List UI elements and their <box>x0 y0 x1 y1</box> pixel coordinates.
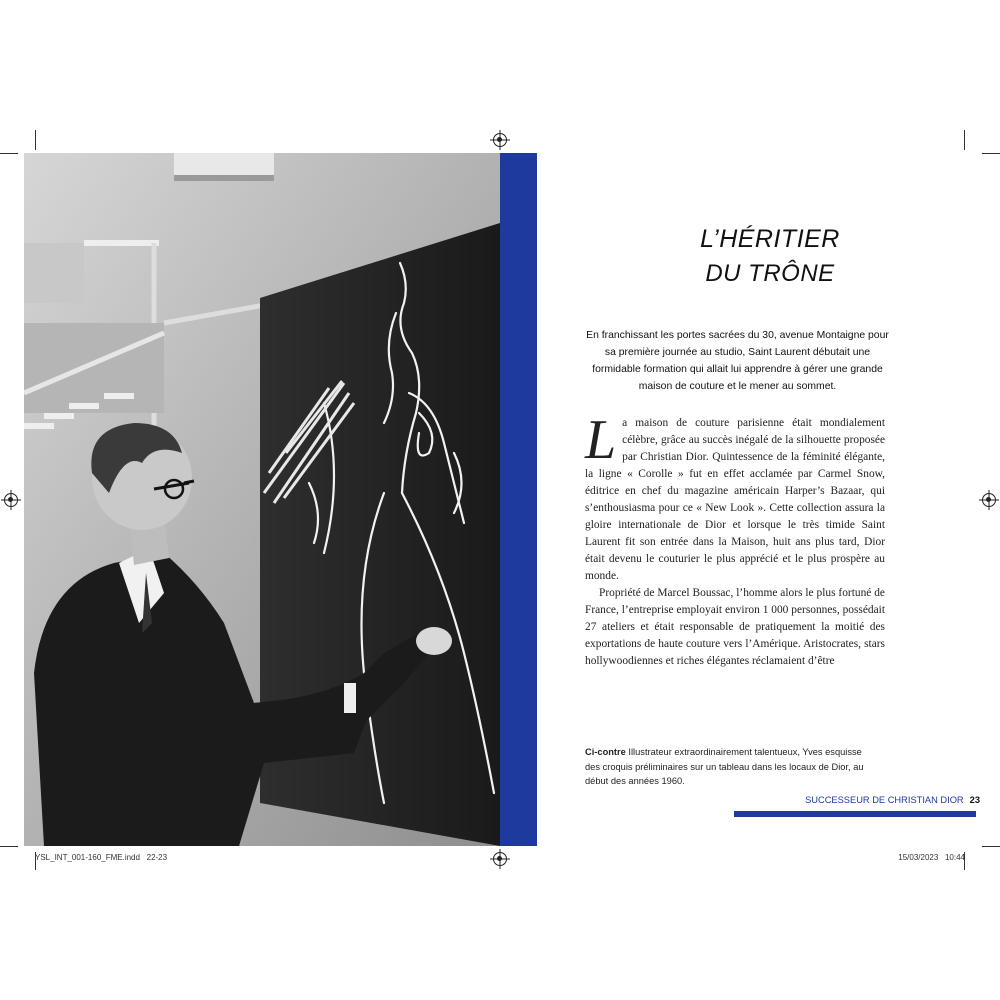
chapter-title-line2: DU TRÔNE <box>705 260 835 287</box>
caption-label: Ci-contre <box>585 747 626 757</box>
drop-cap: L <box>585 409 617 471</box>
running-head-text: SUCCESSEUR DE CHRISTIAN DIOR <box>805 795 964 805</box>
running-head-bar <box>734 811 976 817</box>
registration-mark-icon <box>982 493 996 507</box>
photo-caption <box>585 745 875 789</box>
chapter-title <box>560 225 980 288</box>
crop-mark <box>982 846 1000 847</box>
chapter-title-line1: L’HÉRITIER <box>700 225 840 253</box>
crop-mark <box>0 846 18 847</box>
crop-mark <box>35 130 36 150</box>
body-text <box>585 409 885 670</box>
blue-accent-band <box>500 153 537 846</box>
body-paragraph-1 <box>585 409 885 585</box>
crop-mark <box>982 153 1000 154</box>
running-head <box>740 795 980 805</box>
crop-mark <box>0 153 18 154</box>
slug-date-info: 15/03/2023 10:44 <box>898 853 965 862</box>
page-number: 23 <box>969 795 980 805</box>
registration-mark-icon <box>4 493 18 507</box>
body-paragraph-2: Propriété de Marcel Boussac, l’homme alors le plus fortuné de France, l’entreprise employait environ 1 000 personnes, possédait 27 ateliers et était responsable de pratiquement la moitié des exportations de haute couture vers l’Amérique. Aristocrates, stars hollywoodiennes et riches élégantes réclamaient d’être <box>585 587 885 667</box>
crop-mark <box>964 130 965 150</box>
lead-paragraph: En franchissant les portes sacrées du 30, avenue Montaigne pour sa première journée au studio, Saint Laurent débutait une formidable formation qui allait lui apprendre à gérer une grande maison de couture et le mener au sommet. <box>586 330 889 392</box>
slug-file-info: YSL_INT_001-160_FME.indd 22-23 <box>35 853 168 862</box>
registration-mark-icon <box>493 133 507 147</box>
registration-mark-icon <box>493 852 507 866</box>
body-paragraph-1-text: a maison de couture parisienne était mondialement célèbre, grâce au succès inégalé de la silhouette proposée par Christian Dior. Quintessence de la féminité élégante, la ligne « Corolle » fut en effet acclamée par Carmel Snow, éditrice en chef du magazine américain Harper’s Bazaar, qui s’enthousiasma pour ce « New Look ». Cette collection assura la gloire internationale de Dior et lorsque le très timide Saint Laurent fit son entrée dans la Maison, huit ans plus tard, Dior était devenu le couturier le plus apprécié et le plus prospère au monde. <box>585 417 885 582</box>
photo-designer-at-blackboard <box>24 153 500 846</box>
caption-text: Illustrateur extraordinairement talentueux, Yves esquisse des croquis préliminaires sur un tableau dans les locaux de Dior, au début des années 1960. <box>585 747 864 786</box>
